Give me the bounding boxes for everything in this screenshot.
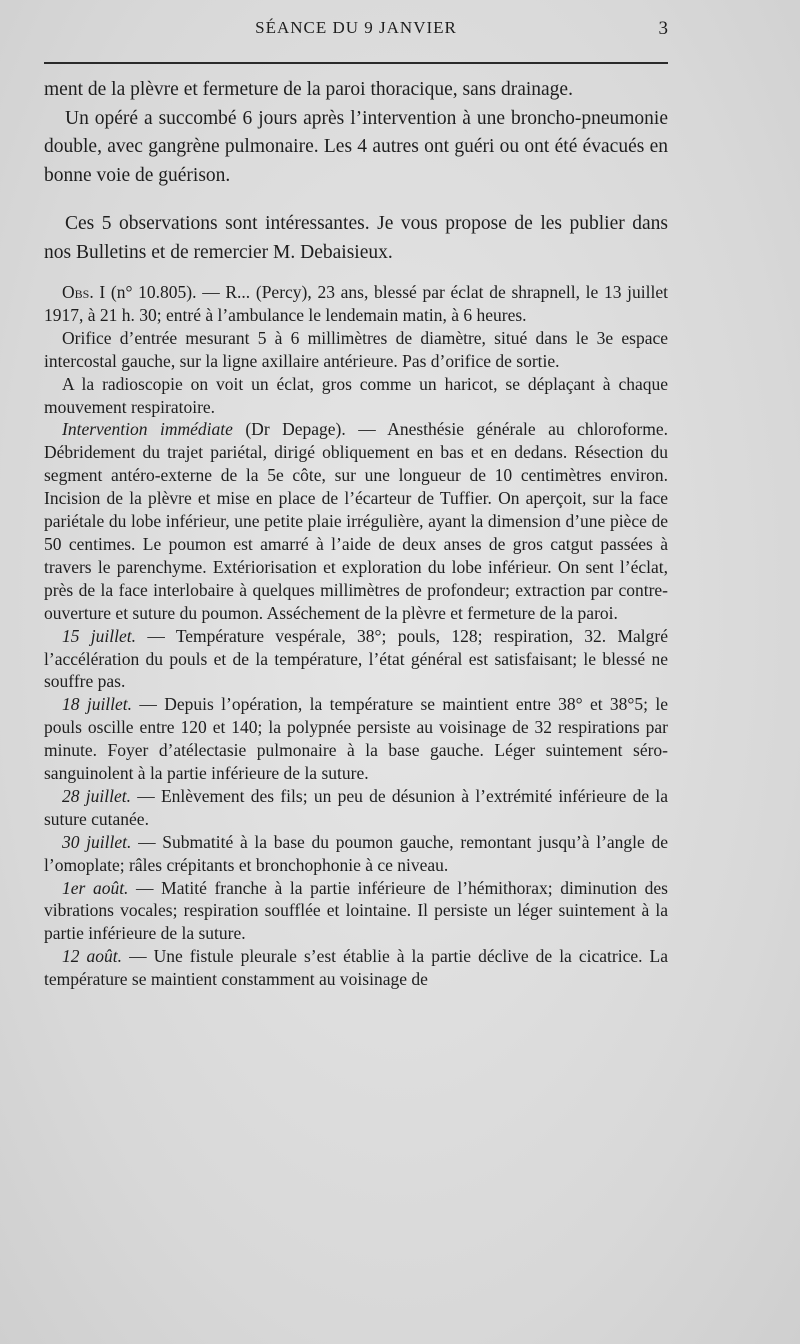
entry-date: 30 juillet. [62, 831, 132, 852]
intervention-paragraph [44, 418, 668, 624]
dated-entry [44, 831, 668, 877]
entry-date: 1er août. [62, 877, 129, 898]
paragraph: Ces 5 observations sont intéressantes. Je vous propose de les publier dans nos Bulletins et de remercier M. Debaisieux. [44, 213, 668, 263]
entry-text: — Depuis l’opération, la température se maintient entre 38° et 38°5; le pouls oscille entre 120 et 140; la polypnée persiste au voisinage de 32 respirations par minute. Foyer d’atélectasie pulmonaire à la base gauche. Léger suintement séro-sanguinolent à la partie inférieure de la suture. [44, 694, 669, 784]
dated-entry [44, 877, 668, 946]
dated-entry [44, 785, 668, 831]
observation-section [44, 281, 668, 991]
entry-text: — Température vespérale, 38°; pouls, 128; respiration, 32. Malgré l’accélération du pouls et de la température, l’état général est satisfaisant; le blessé ne souffre pas. [44, 625, 668, 692]
entry-date: 28 juillet. [62, 785, 131, 806]
entry-date: 18 juillet. [62, 694, 133, 715]
entry-text: — Une fistule pleurale s’est établie à la partie déclive de la cicatrice. La température se maintient constamment au voisinage de [44, 946, 668, 990]
header-rule [44, 62, 668, 64]
dated-entry [44, 945, 668, 991]
lead-section [44, 76, 668, 267]
running-title: SÉANCE DU 9 JANVIER [255, 18, 457, 37]
entry-date: 15 juillet. [62, 625, 137, 646]
entry-text: — Submatité à la base du poumon gauche, remontant jusqu’à l’angle de l’omoplate; râles crépitants et bronchophonie à ce niveau. [44, 831, 669, 875]
paragraph: ment de la plèvre et fermeture de la paroi thoracique, sans drainage. [44, 79, 573, 100]
intervention-label: Intervention immédiate [62, 419, 233, 440]
page-number: 3 [658, 18, 668, 39]
page-header [44, 18, 668, 48]
intervention-text: (Dr Depage). — Anesthésie générale au chloroforme. Débridement du trajet pariétal, dirigé obliquement en bas et en dedans. Résection du segment antéro-externe de la 5e côte, sur une longueur de 10 centimètres environ. Incision de la plèvre et mise en place de l’écarteur de Tuffier. On aperçoit, sur la face pariétale du lobe inférieur, une petite plaie irrégulière, ayant la dimension d’une pièce de 50 centimes. Le poumon est amarré à l’aide de deux anses de gros catgut passées à travers le parenchyme. Extériorisation et exploration du lobe inférieur. On sent l’éclat, près de la face interlobaire à quelques millimètres de profondeur; extraction par contre-ouverture et suture du poumon. Asséchement de la plèvre et fermeture de la paroi. [44, 419, 668, 623]
paragraph: Orifice d’entrée mesurant 5 à 6 millimètres de diamètre, situé dans le 3e espace intercostal gauche, sur la ligne axillaire antérieure. Pas d’orifice de sortie. [44, 327, 668, 371]
paragraph: A la radioscopie on voit un éclat, gros comme un haricot, se déplaçant à chaque mouvement respiratoire. [44, 373, 668, 417]
observation-label: Obs. I [62, 282, 106, 302]
body-text [44, 76, 668, 991]
entry-text: — Matité franche à la partie inférieure de l’hémithorax; diminution des vibrations vocales; respiration soufflée et lointaine. Il persiste un léger suintement à la partie inférieure de la suture. [44, 877, 668, 944]
observation-intro [44, 281, 668, 327]
paragraph: Un opéré a succombé 6 jours après l’intervention à une broncho-pneumonie double, avec gangrène pulmonaire. Les 4 autres ont guéri ou ont été évacués en bonne voie de guérison. [44, 107, 668, 186]
observation-intro-text: (n° 10.805). — R... (Percy), 23 ans, blessé par éclat de shrapnell, le 13 juillet 1917, à 21 h. 30; entré à l’ambulance le lendemain matin, à 6 heures. [44, 282, 668, 325]
dated-entry [44, 693, 668, 785]
dated-entry [44, 625, 668, 694]
entry-text: — Enlèvement des fils; un peu de désunion à l’extrémité inférieure de la suture cutanée. [44, 785, 668, 829]
entry-date: 12 août. [62, 946, 123, 967]
